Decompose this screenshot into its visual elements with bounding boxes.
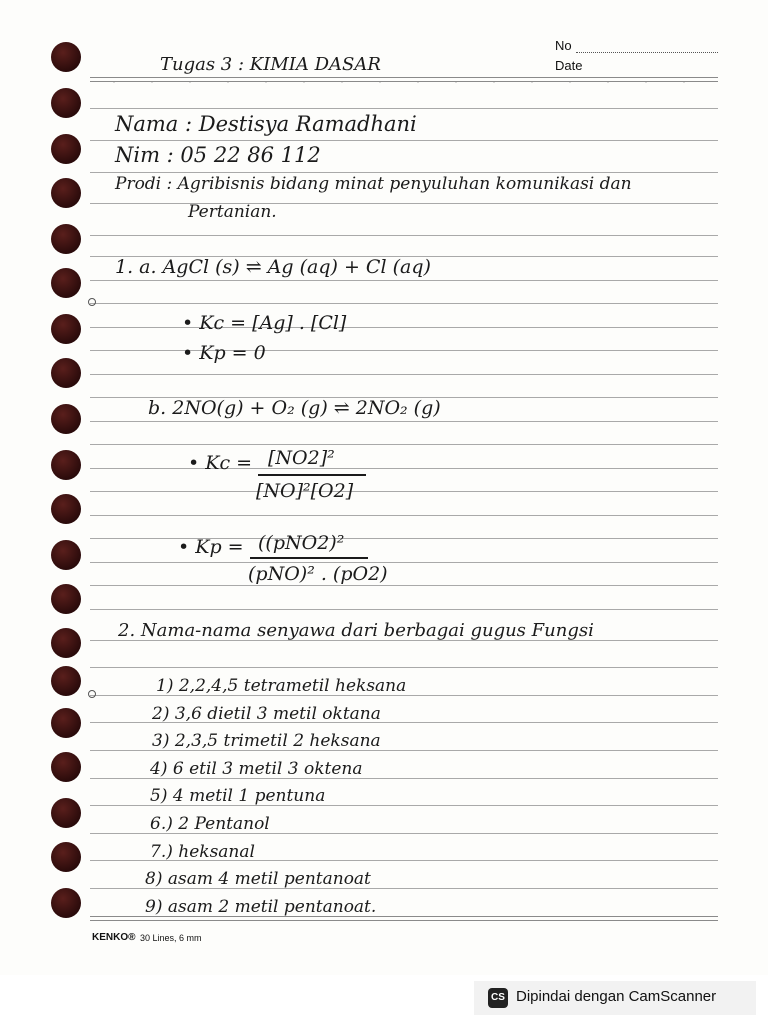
binder-hole [51,494,81,524]
no-label: No [555,38,572,53]
q1b-kp-numerator: ((pNO2)² [258,532,345,554]
binder-hole [51,178,81,208]
small-ring [88,690,96,698]
binder-hole [51,752,81,782]
paper-spec: 30 Lines, 6 mm [140,933,202,943]
no-dotted-line [576,52,718,53]
name-line: Nama : Destisya Ramadhani [115,112,417,136]
binder-hole [51,540,81,570]
list-item: 7.) heksanal [150,842,255,862]
list-item: 8) asam 4 metil pentanoat [145,869,371,889]
prodi-line: Prodi : Agribisnis bidang minat penyuluhan komunikasi dan [115,174,632,194]
ruled-line [90,172,718,173]
q1b-kc-denominator: [NO]²[O2] [256,480,354,502]
q1b-kc-numerator: [NO2]² [268,447,335,469]
binder-hole [51,134,81,164]
binder-hole [51,88,81,118]
q1b-equation: b. 2NO(g) + O₂ (g) ⇌ 2NO₂ (g) [148,397,441,419]
list-item: 2) 3,6 dietil 3 metil oktana [152,704,381,724]
ruled-line [90,140,718,141]
date-label: Date [555,58,583,73]
list-item: 5) 4 metil 1 pentuna [150,786,326,806]
q1a-equation: 1. a. AgCl (s) ⇌ Ag (aq) + Cl (aq) [115,256,431,278]
ruled-line [90,562,718,563]
binder-hole [51,842,81,872]
fraction-bar [250,557,368,559]
q1a-kc: • Kc = [Ag] . [Cl] [182,312,347,334]
ruled-line [90,667,718,668]
list-item: 4) 6 etil 3 metil 3 oktena [150,759,363,779]
list-item: 6.) 2 Pentanol [150,814,270,834]
binder-hole [51,404,81,434]
ruled-line [90,374,718,375]
binder-hole [51,224,81,254]
ruled-line [90,444,718,445]
q1a-kp: • Kp = 0 [182,342,266,364]
q2-heading: 2. Nama-nama senyawa dari berbagai gugus Fungsi [118,620,594,641]
binder-hole [51,888,81,918]
binder-hole [51,798,81,828]
ruled-line [90,421,718,422]
ruled-line [90,280,718,281]
ruled-line [90,609,718,610]
binder-hole [51,450,81,480]
ruled-line [90,515,718,516]
camscanner-badge [474,981,756,1015]
q1b-kc-label: • Kc = [188,452,253,474]
camscanner-icon: CS [488,988,508,1008]
ruled-line [90,585,718,586]
binder-hole [51,584,81,614]
binder-hole [51,666,81,696]
ruled-line [90,468,718,469]
ruled-line [90,77,718,82]
ruled-line [90,303,718,304]
ruled-line [90,235,718,236]
ruled-line [90,108,718,109]
list-item: 3) 2,3,5 trimetil 2 heksana [152,731,381,751]
binder-hole [51,708,81,738]
list-item: 9) asam 2 metil pentanoat. [145,897,377,917]
ruled-line [90,203,718,204]
q1b-kp-denominator: (pNO)² . (pO2) [248,563,388,585]
list-item: 1) 2,2,4,5 tetrametil heksana [156,676,407,696]
prodi-line-2: Pertanian. [188,202,277,222]
nim-line: Nim : 05 22 86 112 [115,143,321,167]
brand-mark: KENKO® [92,932,136,943]
small-ring [88,298,96,306]
assignment-title: Tugas 3 : KIMIA DASAR [160,54,381,75]
camscanner-text: Dipindai dengan CamScanner [516,988,717,1005]
binder-hole [51,628,81,658]
binder-hole [51,314,81,344]
header-dots [95,82,715,83]
binder-hole [51,42,81,72]
binder-hole [51,268,81,298]
q1b-kp-label: • Kp = [178,536,244,558]
binder-hole [51,358,81,388]
ruled-line [90,491,718,492]
fraction-bar [258,474,366,476]
